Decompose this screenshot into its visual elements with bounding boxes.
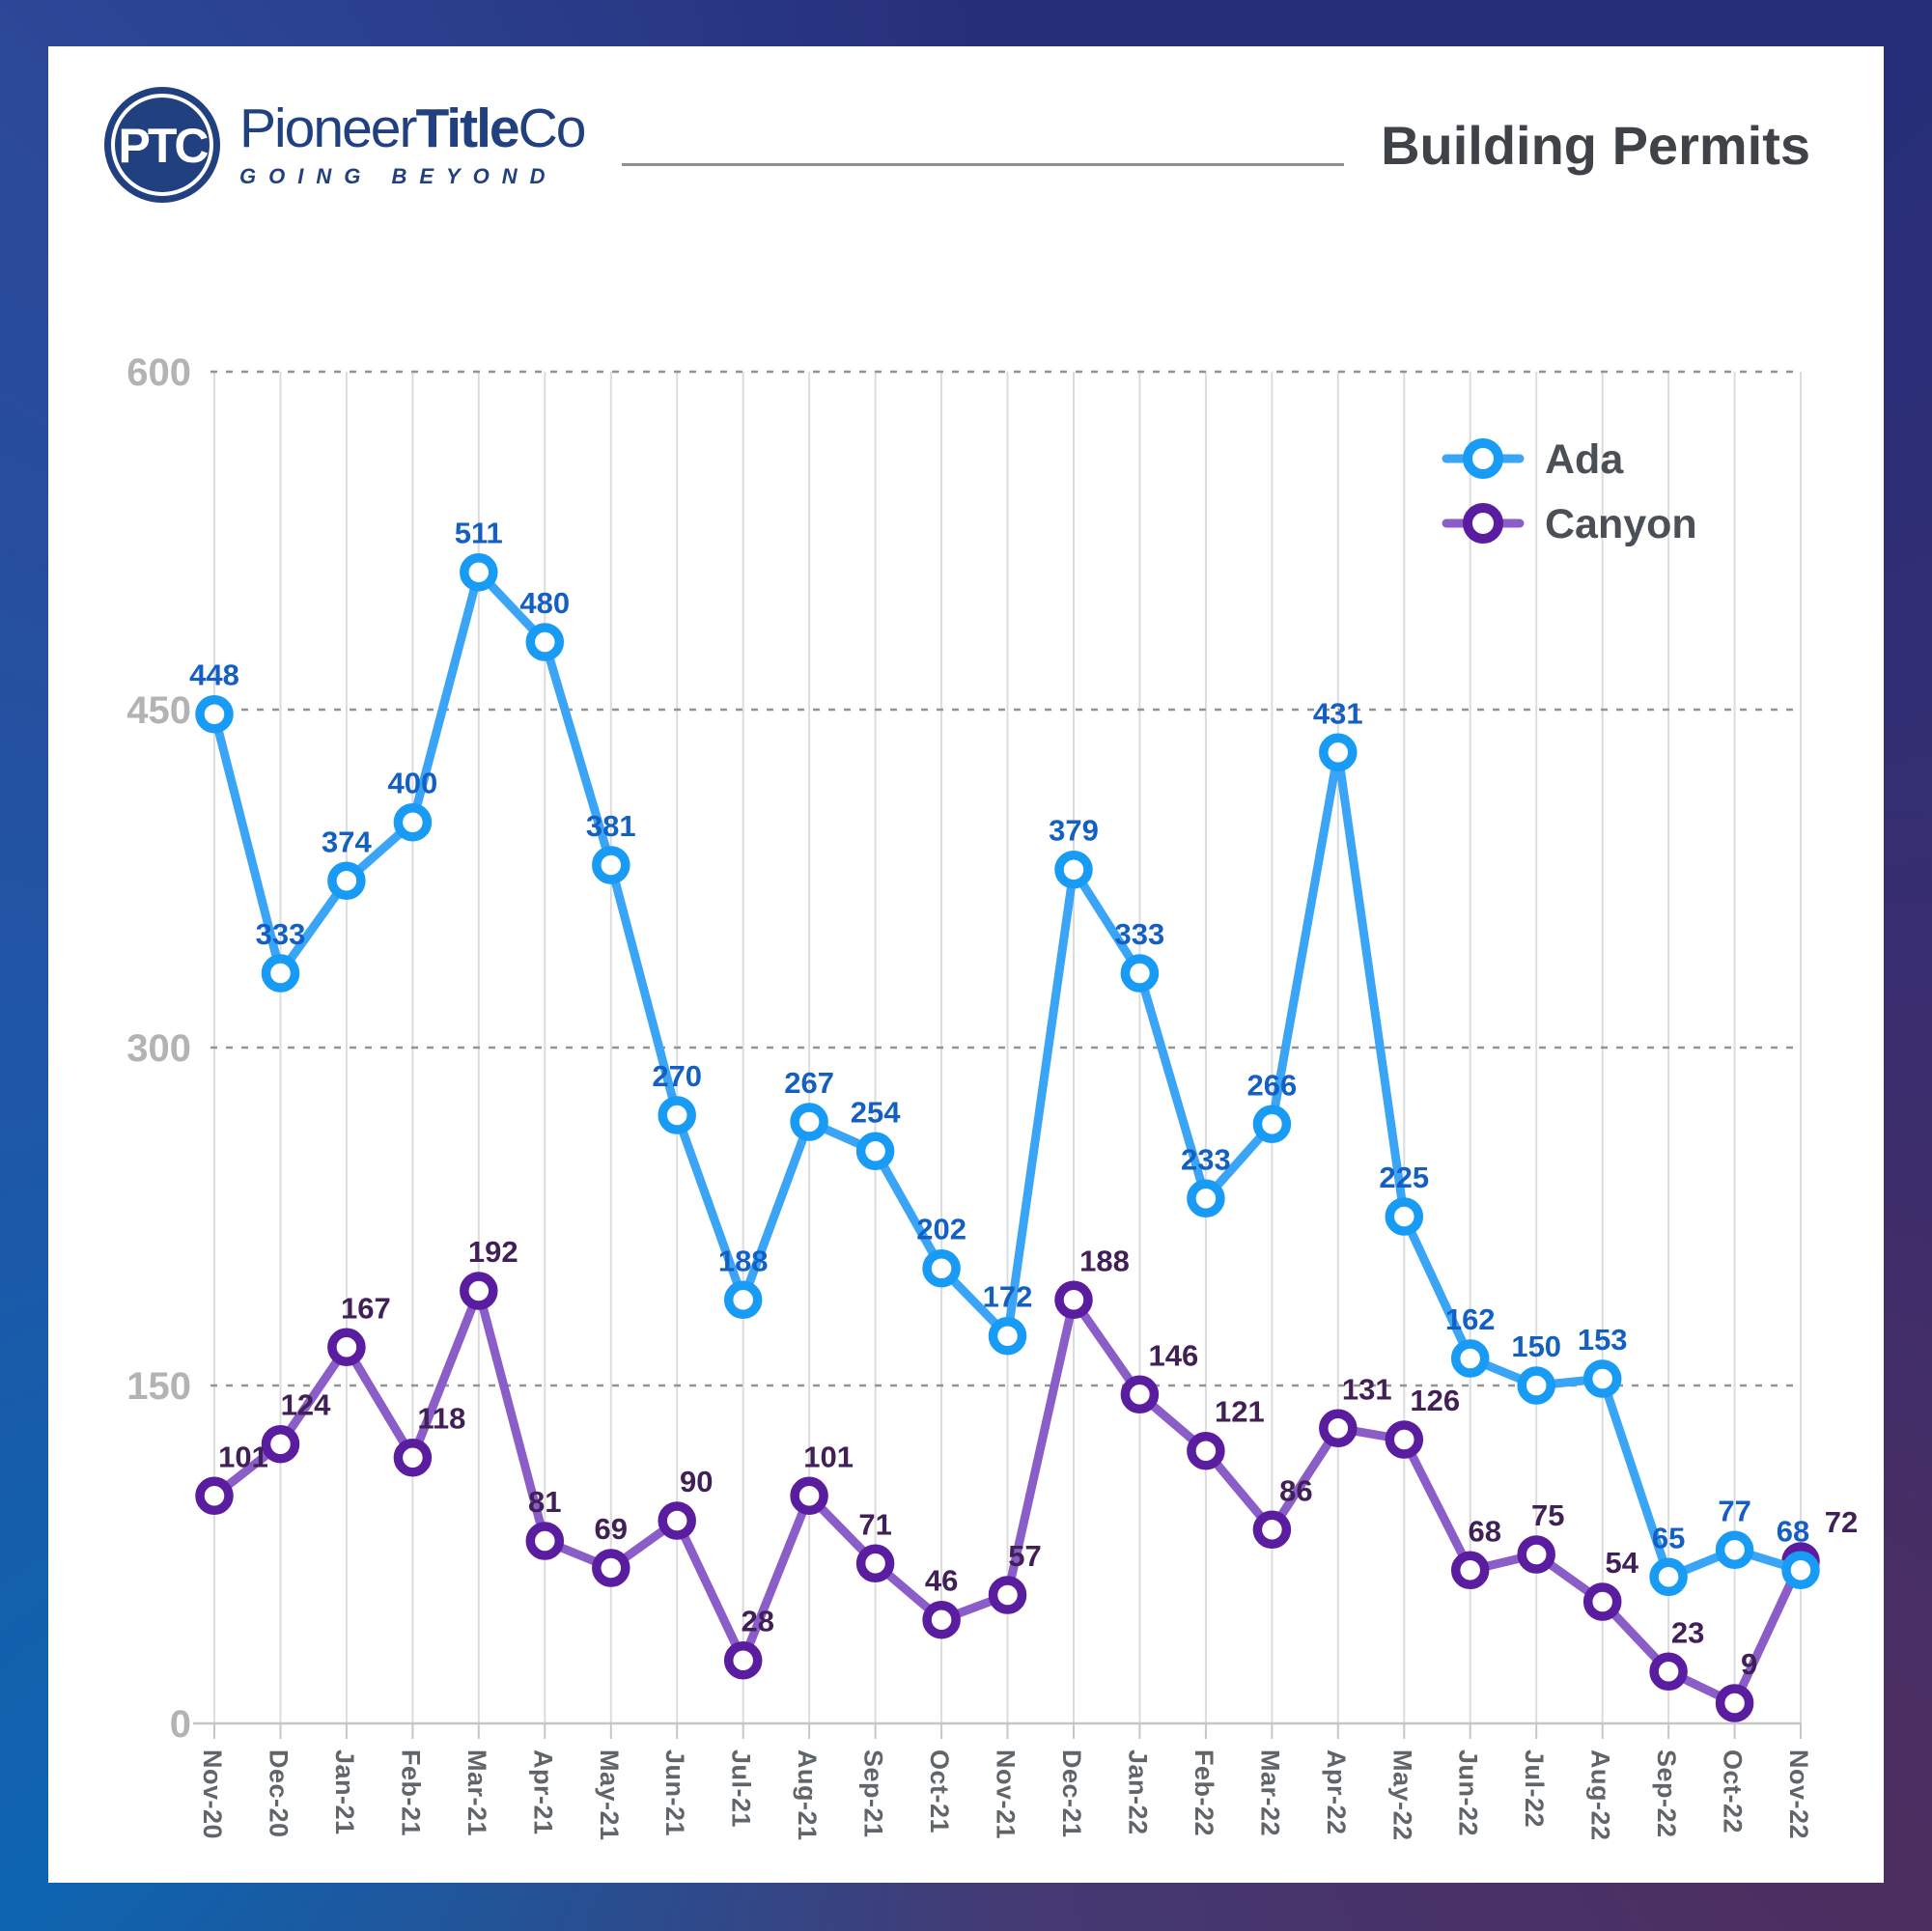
canyon-value-label: 46 — [924, 1563, 959, 1598]
x-axis-label: Nov-21 — [991, 1749, 1021, 1840]
ada-data-point — [1456, 1344, 1485, 1373]
ada-data-point — [464, 558, 493, 587]
ada-value-label: 254 — [850, 1095, 901, 1130]
ada-data-point — [266, 959, 295, 988]
x-axis-label: Jul-22 — [1520, 1749, 1550, 1829]
ada-data-point — [597, 851, 626, 880]
ada-data-point — [861, 1136, 890, 1165]
canyon-value-label: 188 — [1079, 1244, 1130, 1278]
x-axis-label: Jun-21 — [660, 1749, 690, 1837]
ada-data-point — [1125, 959, 1154, 988]
canyon-value-label: 57 — [1008, 1539, 1042, 1573]
brand-name — [239, 97, 585, 159]
ptc-badge-text: PTC — [118, 119, 207, 173]
brand-part-pioneer: Pioneer — [239, 97, 416, 159]
canyon-data-point — [1324, 1413, 1353, 1442]
canyon-data-point — [597, 1553, 626, 1582]
y-axis-label: 150 — [126, 1365, 191, 1408]
canyon-value-label: 54 — [1605, 1546, 1638, 1580]
x-axis-label: Mar-22 — [1255, 1749, 1285, 1837]
page-title: Building Permits — [1381, 114, 1810, 176]
brand-block — [239, 97, 585, 189]
ada-data-point — [1389, 1202, 1418, 1231]
ada-data-point — [1786, 1555, 1815, 1584]
ada-data-point — [795, 1107, 824, 1136]
ada-data-point — [1257, 1109, 1286, 1138]
canyon-data-point — [1125, 1380, 1154, 1409]
ada-data-point — [1324, 738, 1353, 767]
ada-data-point — [994, 1322, 1022, 1351]
x-axis-label: Jun-22 — [1453, 1749, 1483, 1837]
ada-value-label: 150 — [1511, 1329, 1562, 1363]
ada-value-label: 448 — [189, 658, 239, 692]
ada-data-point — [1059, 855, 1088, 884]
canyon-value-label: 68 — [1468, 1514, 1501, 1549]
brand-part-co: Co — [518, 97, 585, 159]
canyon-value-label: 118 — [417, 1401, 466, 1436]
y-axis-label: 450 — [126, 689, 191, 732]
canyon-value-label: 72 — [1824, 1505, 1859, 1539]
ada-value-label: 77 — [1718, 1494, 1751, 1528]
header — [102, 85, 1810, 205]
canyon-value-label: 131 — [1341, 1372, 1392, 1407]
canyon-value-label: 90 — [679, 1465, 714, 1498]
canyon-data-point — [927, 1606, 956, 1635]
canyon-value-label: 101 — [218, 1440, 268, 1474]
canyon-value-label: 124 — [280, 1387, 331, 1422]
canyon-data-point — [200, 1481, 229, 1510]
canyon-value-label: 69 — [594, 1512, 629, 1546]
canyon-value-label: 86 — [1279, 1473, 1313, 1508]
canyon-data-point — [662, 1506, 691, 1535]
x-axis-label: May-21 — [594, 1749, 624, 1841]
canyon-value-label: 167 — [341, 1291, 391, 1326]
canyon-data-point — [795, 1481, 824, 1510]
canyon-value-label: 121 — [1215, 1394, 1265, 1429]
ada-value-label: 333 — [255, 917, 306, 951]
canyon-data-point — [729, 1646, 758, 1675]
ada-value-label: 172 — [982, 1279, 1033, 1314]
x-axis-label: Apr-22 — [1321, 1749, 1351, 1835]
canyon-data-point — [1721, 1689, 1750, 1718]
ada-value-label: 233 — [1181, 1142, 1231, 1177]
canyon-data-point — [1456, 1555, 1485, 1584]
canyon-data-point — [266, 1430, 295, 1459]
x-axis-label: Jul-21 — [726, 1749, 756, 1829]
canyon-value-label: 71 — [858, 1507, 892, 1542]
ada-value-label: 270 — [652, 1059, 703, 1093]
x-axis-label: Mar-21 — [462, 1749, 491, 1837]
ada-data-point — [200, 700, 229, 729]
x-axis-label: Aug-22 — [1585, 1749, 1615, 1841]
pioneer-title-logo — [102, 85, 585, 205]
canyon-value-label: 146 — [1148, 1338, 1199, 1373]
canyon-value-label: 101 — [803, 1440, 854, 1474]
ada-data-point — [662, 1101, 691, 1130]
x-axis-label: Sep-21 — [858, 1749, 888, 1838]
canyon-data-point — [530, 1526, 559, 1555]
ada-value-label: 480 — [519, 586, 571, 620]
header-divider — [622, 163, 1345, 166]
x-axis-label: Jan-22 — [1123, 1749, 1153, 1835]
x-axis-label: Dec-20 — [264, 1749, 294, 1838]
ada-value-label: 162 — [1444, 1302, 1496, 1336]
ada-value-label: 225 — [1379, 1161, 1430, 1194]
x-axis-label: Nov-20 — [198, 1749, 227, 1840]
canyon-value-label: 126 — [1410, 1384, 1461, 1417]
canyon-value-label: 75 — [1530, 1498, 1565, 1532]
ada-value-label: 379 — [1049, 813, 1099, 848]
ada-data-point — [1721, 1535, 1750, 1564]
ada-data-point — [927, 1254, 956, 1283]
ada-data-point — [1588, 1364, 1617, 1393]
x-axis-label: Oct-21 — [925, 1749, 955, 1834]
x-axis-label: Jan-21 — [329, 1749, 359, 1835]
ada-data-point — [398, 808, 427, 837]
ada-data-point — [729, 1285, 758, 1314]
x-axis-label: Apr-21 — [528, 1749, 558, 1835]
x-axis-label: Feb-21 — [396, 1749, 426, 1837]
x-axis-label: Nov-22 — [1784, 1749, 1813, 1840]
ada-data-point — [530, 628, 559, 657]
canyon-data-point — [1059, 1285, 1088, 1314]
ada-value-label: 431 — [1312, 696, 1363, 731]
canyon-data-point — [994, 1581, 1022, 1609]
canyon-data-point — [1588, 1587, 1617, 1616]
y-axis-label: 0 — [169, 1703, 191, 1746]
x-axis-label: Dec-21 — [1057, 1749, 1086, 1838]
ada-data-point — [332, 866, 361, 895]
canyon-value-label: 23 — [1670, 1615, 1705, 1650]
brand-tagline: GOING BEYOND — [239, 163, 558, 188]
canyon-value-label: 28 — [741, 1604, 774, 1638]
ada-value-label: 188 — [717, 1244, 769, 1278]
ada-value-label: 400 — [387, 766, 438, 800]
brand-part-title: Title — [415, 97, 518, 159]
x-axis-label: Oct-22 — [1718, 1749, 1748, 1834]
ada-value-label: 202 — [916, 1212, 966, 1246]
canyon-data-point — [1257, 1515, 1286, 1544]
legend-ada-marker — [1468, 443, 1498, 474]
ada-data-point — [1522, 1371, 1551, 1400]
canyon-value-label: 192 — [467, 1235, 518, 1269]
ada-value-label: 266 — [1246, 1068, 1298, 1103]
canyon-value-label: 9 — [1740, 1647, 1758, 1681]
ada-value-label: 381 — [585, 809, 636, 843]
canyon-data-point — [1654, 1657, 1683, 1686]
ada-value-label: 65 — [1651, 1521, 1686, 1555]
ada-value-label: 333 — [1114, 917, 1165, 951]
ada-value-label: 153 — [1577, 1323, 1628, 1357]
ada-data-point — [1654, 1562, 1683, 1591]
ada-value-label: 267 — [784, 1066, 834, 1100]
legend-ada-label: Ada — [1545, 436, 1624, 483]
legend-canyon-marker — [1468, 508, 1498, 539]
y-axis-label: 300 — [126, 1027, 191, 1070]
canyon-data-point — [1389, 1425, 1418, 1454]
ada-value-label: 374 — [322, 825, 372, 859]
canyon-data-point — [332, 1332, 361, 1361]
ada-data-point — [1191, 1184, 1220, 1213]
canyon-data-point — [1191, 1437, 1220, 1466]
x-axis-label: Aug-21 — [793, 1749, 823, 1841]
y-axis-label: 600 — [126, 351, 191, 394]
x-axis-label: Feb-22 — [1189, 1749, 1218, 1837]
canyon-data-point — [1522, 1540, 1551, 1569]
ptc-badge-icon — [102, 85, 222, 205]
building-permits-line-chart — [48, 261, 1884, 1883]
legend-canyon-label: Canyon — [1545, 501, 1697, 547]
ada-value-label: 68 — [1776, 1514, 1810, 1549]
canyon-data-point — [464, 1276, 493, 1305]
canyon-value-label: 81 — [528, 1485, 562, 1519]
ada-value-label: 511 — [454, 516, 503, 550]
canyon-data-point — [398, 1443, 427, 1472]
content-card — [48, 46, 1884, 1883]
x-axis-label: Sep-22 — [1652, 1749, 1682, 1838]
x-axis-label: May-22 — [1387, 1749, 1417, 1841]
canyon-data-point — [861, 1549, 890, 1578]
